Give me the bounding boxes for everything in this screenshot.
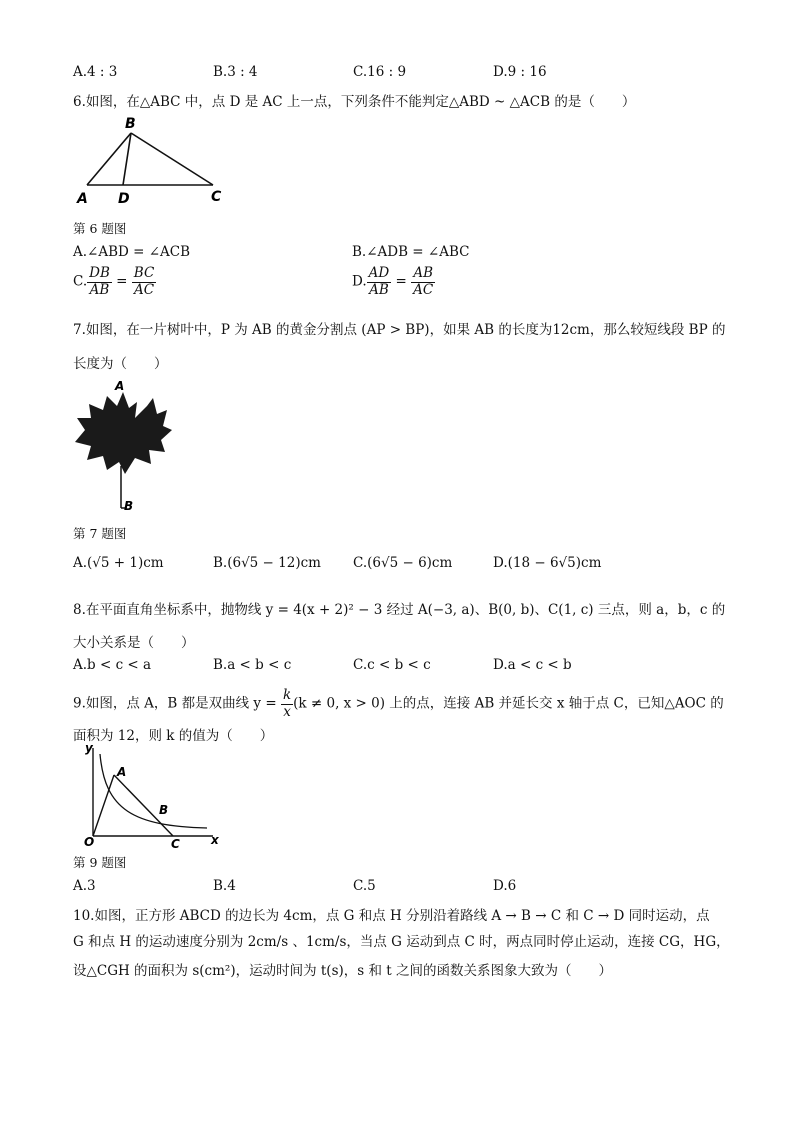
q7-caption: 第 7 题图 <box>73 526 127 541</box>
q7-line2: 长度为（ ） <box>73 356 168 372</box>
q5-options <box>73 64 733 80</box>
q8-option-b[interactable]: B.a < b < c <box>213 657 292 673</box>
q7-leaf-shape <box>75 392 172 474</box>
q8-option-d[interactable]: D.a < c < b <box>493 657 572 673</box>
q9-label-o: O <box>84 835 95 849</box>
q10-line2: G 和点 H 的运动速度分别为 2cm/s 、1cm/s，当点 G 运动到点 C 时，两点同时停止运动，连接 CG，HG， <box>73 934 730 950</box>
q6-caption: 第 6 题图 <box>73 221 127 236</box>
q5-option-d[interactable]: D.9 : 16 <box>493 64 547 80</box>
q6-label-a: A <box>77 191 88 207</box>
q9-option-a[interactable]: A.3 <box>73 878 96 894</box>
q9-line1: 9.如图，点 A，B 都是双曲线 y = $\frac{k}{x}$ (k ≠ 0, x > 0) 上的点，连接 AB 并延长交 x 轴于点 C，已知△AOC 的 <box>73 687 724 720</box>
q9-label-b: B <box>159 803 169 817</box>
q5-option-c[interactable]: C.16 : 9 <box>353 64 407 80</box>
q6-option-a[interactable]: A.∠ABD = ∠ACB <box>73 244 191 260</box>
q9-label-c: C <box>171 837 180 851</box>
q6-label-d: D <box>118 191 130 207</box>
q6-stem: 6.如图，在△ABC 中，点 D 是 AC 上一点，下列条件不能判定△ABD ~ △ACB 的是（ ） <box>73 94 636 110</box>
q9-label-a: A <box>117 765 127 779</box>
q6-option-b[interactable]: B.∠ADB = ∠ABC <box>352 244 470 260</box>
q7-label-b: B <box>124 499 134 513</box>
q6-option-d[interactable]: D. $\frac{AD}{AB}$ = $\frac{AB}{AC}$ <box>352 265 434 298</box>
q6-label-b: B <box>125 116 136 132</box>
q7-option-b[interactable]: B.(6√5 − 12)cm <box>213 555 321 571</box>
q8-option-a[interactable]: A.b < c < a <box>73 657 152 673</box>
q9-option-d[interactable]: D.6 <box>493 878 517 894</box>
q7-option-c[interactable]: C.(6√5 − 6)cm <box>353 555 453 571</box>
q6-figure <box>73 113 233 209</box>
q7-option-d[interactable]: D.(18 − 6√5)cm <box>493 555 602 571</box>
q10-line3: 设△CGH 的面积为 s(cm²)，运动时间为 t(s)，s 和 t 之间的函数关系图象大致为（ ） <box>73 963 612 979</box>
q9-options <box>73 878 733 894</box>
q9-label-x: x <box>211 833 219 847</box>
q9-line2: 面积为 12，则 k 的值为（ ） <box>73 728 274 744</box>
q9-line-oa <box>93 775 114 836</box>
q8-option-c[interactable]: C.c < b < c <box>353 657 431 673</box>
q8-options <box>73 657 733 673</box>
q9-label-y: y <box>85 741 93 755</box>
q7-label-a: A <box>115 379 125 393</box>
q9-option-b[interactable]: B.4 <box>213 878 236 894</box>
q7-leaf-figure <box>73 378 173 514</box>
q5-option-b[interactable]: B.3 : 4 <box>213 64 258 80</box>
q9-option-c[interactable]: C.5 <box>353 878 376 894</box>
q7-line1: 7.如图，在一片树叶中，P 为 AB 的黄金分割点 (AP > BP)，如果 AB 的长度为12cm，那么较短线段 BP 的 <box>73 322 726 338</box>
q8-line2: 大小关系是（ ） <box>73 635 195 651</box>
q9-caption: 第 9 题图 <box>73 855 127 870</box>
q9-figure <box>73 740 233 852</box>
q6-label-c: C <box>211 189 222 205</box>
q7-option-a[interactable]: A.(√5 + 1)cm <box>73 555 164 571</box>
q8-line1: 8.在平面直角坐标系中，抛物线 y = 4(x + 2)² − 3 经过 A(−3, a)、B(0, b)、C(1, c) 三点，则 a，b，c 的 <box>73 602 726 618</box>
q7-options <box>73 555 733 571</box>
q5-option-a[interactable]: A.4 : 3 <box>73 64 118 80</box>
q6-line-bc <box>131 133 213 185</box>
q10-line1: 10.如图，正方形 ABCD 的边长为 4cm，点 G 和点 H 分别沿着路线 A → B → C 和 C → D 同时运动，点 <box>73 908 710 924</box>
q6-option-c[interactable]: C. $\frac{DB}{AB}$ = $\frac{BC}{AC}$ <box>73 265 155 298</box>
